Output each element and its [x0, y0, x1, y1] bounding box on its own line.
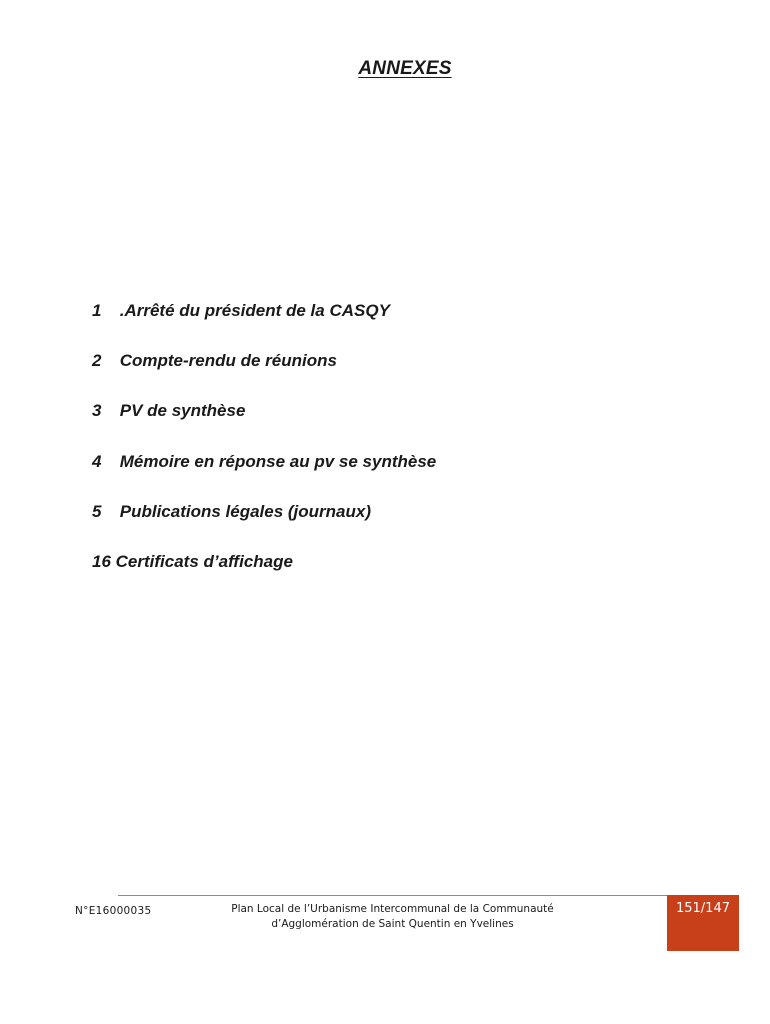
annex-label: .Arrêté du président de la CASQY [119, 301, 390, 320]
footer-description [215, 902, 570, 932]
footer-description-line1: Plan Local de l’Urbanisme Intercommunal de la Communauté [231, 903, 554, 915]
annex-label: PV de synthèse [119, 401, 246, 421]
annex-label: Compte-rendu de réunions [119, 351, 337, 371]
annex-number: 2 [92, 351, 102, 371]
annex-item-2 [92, 350, 436, 400]
footer-divider [118, 895, 668, 896]
annex-label: Publications légales (journaux) [119, 501, 372, 521]
page-number: 151/147 [675, 901, 730, 916]
annex-label: Certificats d’affichage [115, 551, 293, 571]
annex-label: Mémoire en réponse au pv se synthèse [119, 451, 437, 471]
page-number-badge [667, 895, 739, 951]
annex-number: 1 [92, 301, 102, 320]
footer-reference: N°E16000035 [75, 905, 152, 917]
page-title: ANNEXES [358, 58, 452, 79]
annex-item-1 [92, 300, 436, 350]
annex-item-3 [92, 400, 436, 450]
annex-number: 16 [92, 551, 111, 571]
annex-number: 3 [92, 401, 102, 421]
annex-item-4 [92, 451, 436, 501]
annex-list [92, 300, 436, 601]
footer-description-line2: d’Agglomération de Saint Quentin en Yvelines [271, 918, 514, 930]
annex-item-6 [92, 551, 436, 601]
annex-number: 5 [92, 501, 102, 521]
annex-number: 4 [92, 451, 102, 471]
annex-item-5 [92, 501, 436, 551]
